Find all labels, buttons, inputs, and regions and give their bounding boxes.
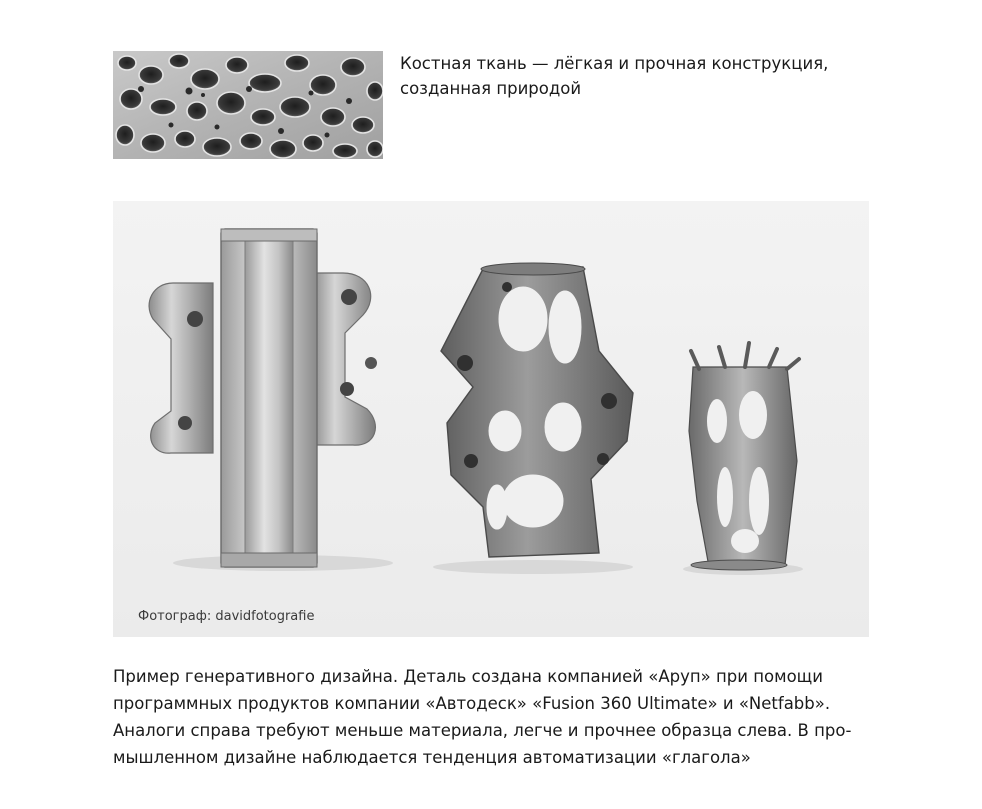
bone-tissue-image [113,51,383,159]
generative-design-photo [113,201,869,637]
caption-line-1: Пример генеративного дизайна. Деталь создана компанией «Аруп» при помощи [113,667,823,686]
bone-caption-line-2: созданная природой [400,79,582,98]
caption-line-2: программных продуктов компании «Автодеск» «Fusion 360 Ultimate» и «Netfabb». [113,694,831,713]
main-caption [113,663,873,771]
bone-caption-line-1: Костная ткань — лёгкая и прочная конструкция, [400,54,829,73]
caption-line-4: мышленном дизайне наблюдается тенденция автоматизации «глагола» [113,748,751,767]
caption-line-3: Аналоги справа требуют меньше материала, легче и прочнее образца слева. В про- [113,721,852,740]
generative-part-small [689,343,799,570]
bone-caption [400,51,860,101]
photo-credit: Фотограф: davidfotografie [138,609,315,624]
